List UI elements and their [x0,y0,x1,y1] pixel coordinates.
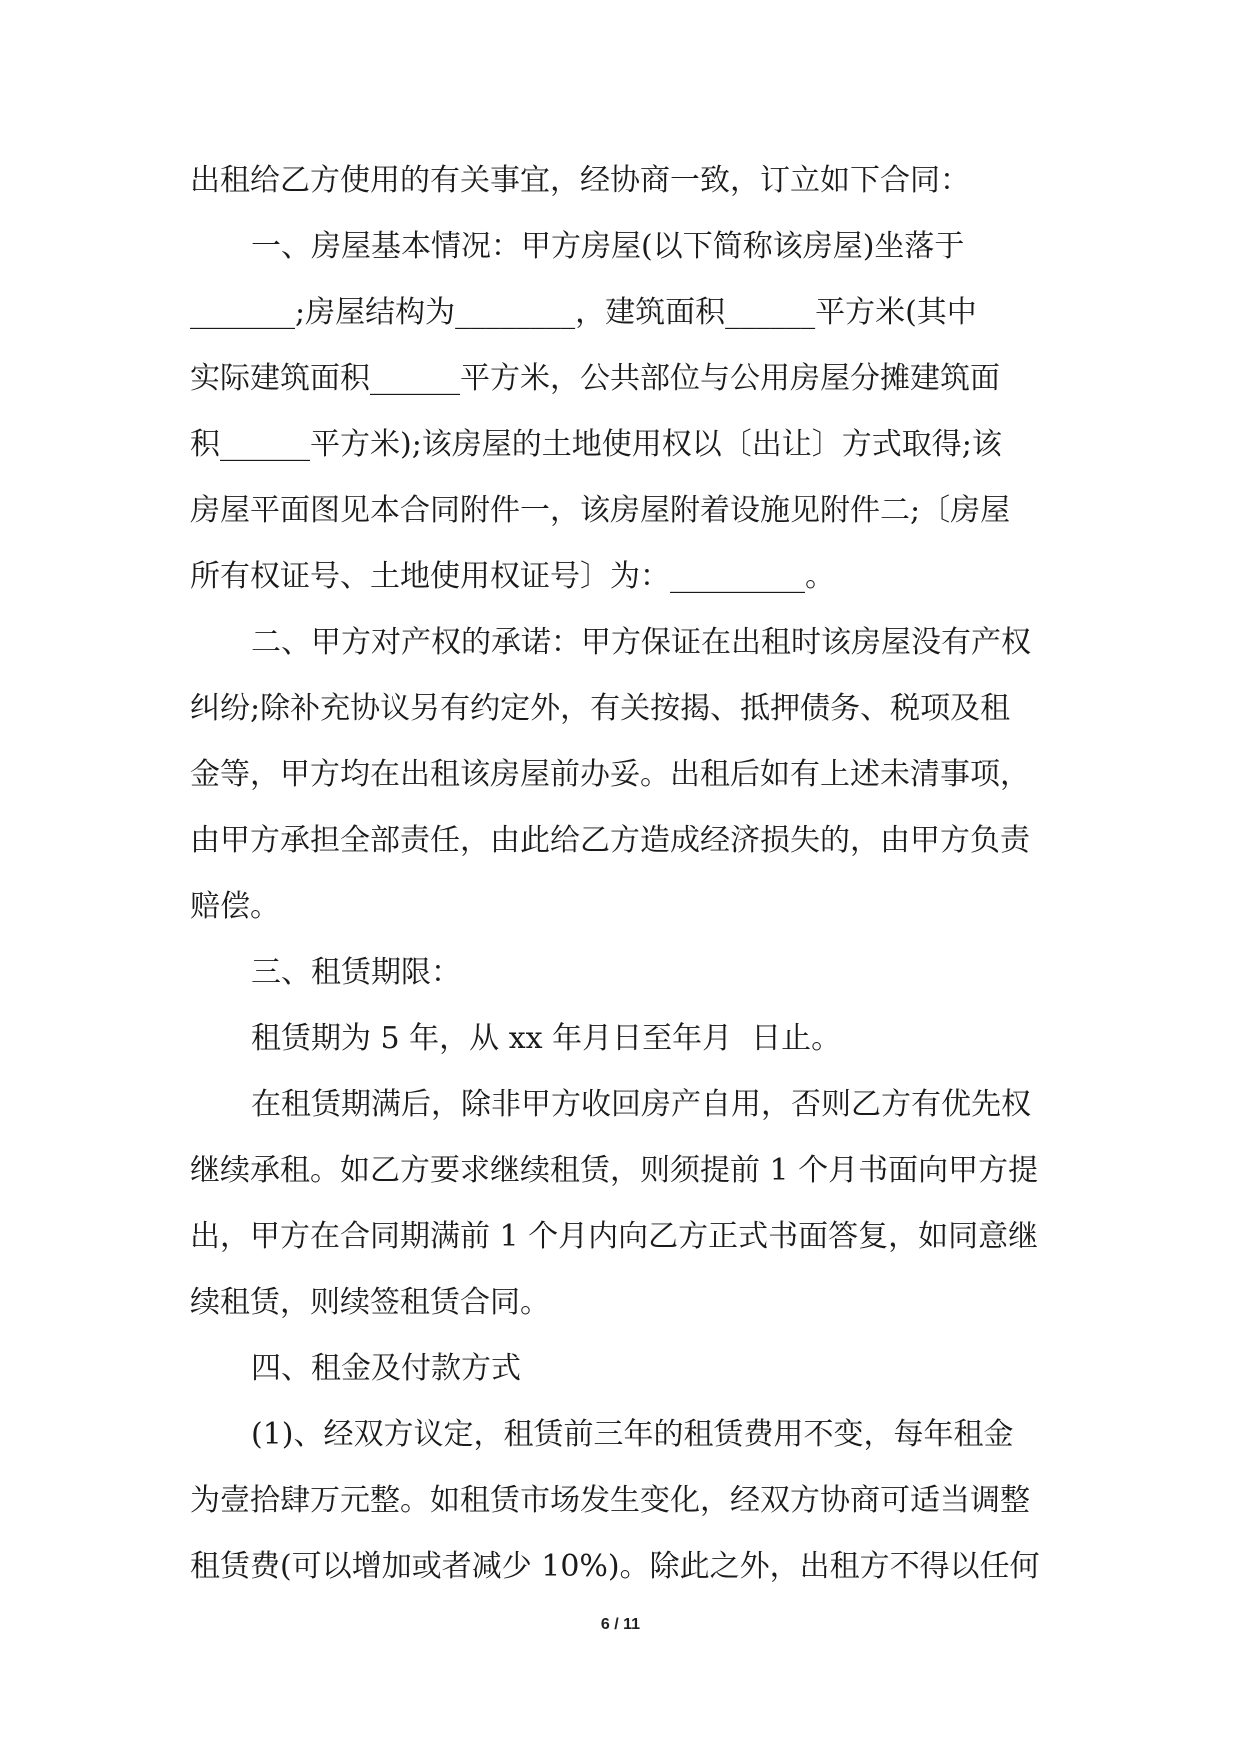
text-line: 出租给乙方使用的有关事宜，经协商一致，订立如下合同： [190,163,970,198]
text-line: 赔偿。 [190,889,280,924]
text-line: 出，甲方在合同期满前 1 个月内向乙方正式书面答复，如同意继 [190,1219,1039,1254]
text-line: 积______平方米);该房屋的土地使用权以〔出让〕方式取得;该 [190,427,1002,462]
text-line: 所有权证号、土地使用权证号〕为：_________。 [190,559,835,594]
text-line: 纠纷;除补充协议另有约定外，有关按揭、抵押债务、税项及租 [190,691,1011,726]
text-line: 租赁费(可以增加或者减少 10%)。除此之外，出租方不得以任何 [190,1549,1040,1584]
page-number: 6 / 11 [600,1616,641,1633]
section-heading-2: 二、甲方对产权的承诺：甲方保证在出租时该房屋没有产权 [251,625,1031,660]
section-heading-1: 一、房屋基本情况：甲方房屋(以下简称该房屋)坐落于 [251,229,965,264]
text-line: (1)、经双方议定，租赁前三年的租赁费用不变，每年租金 [251,1417,1014,1452]
text-line: 为壹拾肆万元整。如租赁市场发生变化，经双方协商可适当调整 [190,1483,1030,1518]
text-line: 实际建筑面积______平方米，公共部位与公用房屋分摊建筑面 [190,361,1000,396]
text-line: 在租赁期满后，除非甲方收回房产自用，否则乙方有优先权 [251,1087,1031,1122]
text-line: 房屋平面图见本合同附件一，该房屋附着设施见附件二;〔房屋 [190,493,1011,528]
section-heading-4: 四、租金及付款方式 [251,1351,521,1386]
text-line: 由甲方承担全部责任，由此给乙方造成经济损失的，由甲方负责 [190,823,1030,858]
text-line: _______;房屋结构为________，建筑面积______平方米(其中 [190,295,977,330]
text-line: 租赁期为 5 年，从 xx 年月日至年月 日止。 [251,1021,842,1056]
text-line: 金等，甲方均在出租该房屋前办妥。出租后如有上述未清事项， [190,757,1030,792]
text-line: 续租赁，则续签租赁合同。 [190,1285,550,1320]
document-body [190,162,1065,1614]
section-heading-3: 三、租赁期限： [251,955,461,990]
text-line: 继续承租。如乙方要求继续租赁，则须提前 1 个月书面向甲方提 [190,1153,1039,1188]
